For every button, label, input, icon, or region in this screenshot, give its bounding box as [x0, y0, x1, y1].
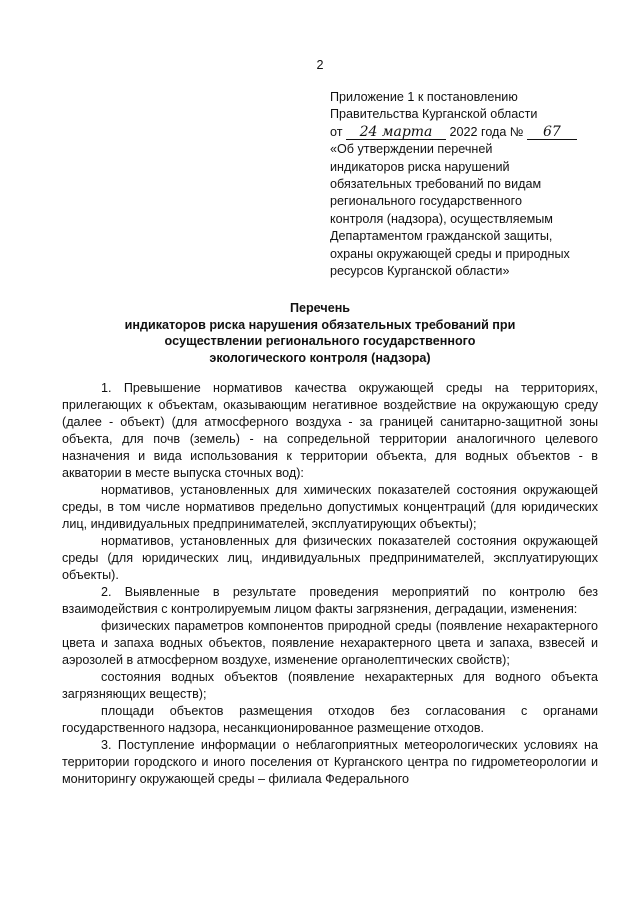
appendix-line-1: Приложение 1 к постановлению	[330, 90, 518, 104]
paragraph: состояния водных объектов (появление нехарактерных для водного объекта загрязняющих веществ);	[62, 670, 598, 701]
appendix-line-2: Правительства Курганской области	[330, 107, 538, 122]
subject-line: охраны окружающей среды и природных	[330, 246, 570, 261]
paragraph: физических параметров компонентов природной среды (появление нехарактерного цвета и запаха водных объектов, появление нехарактерного цвета и запаха, взвесей и аэрозолей в атмосферном воздухе, изменение органолептических свойств);	[62, 619, 598, 667]
handwritten-date: 24 марта	[346, 125, 446, 140]
page-number: 2	[316, 58, 324, 72]
date-prefix: от	[330, 124, 343, 139]
subject-line: регионального государственного	[330, 194, 522, 209]
paragraph: 1. Превышение нормативов качества окружающей среды на территориях, прилегающих к объектам, оказывающим негативное воздействие на окружающую среду (далее - объект) (для атмосферного воздуха - за границей санитарно-защитной зоны объекта, для почв (земель) - на сопредельной территории аналогичного целевого назначения и вида использования к территории объекта, для водных объектов - в акватории в месте выпуска сточных вод):	[62, 381, 598, 480]
document-title	[0, 300, 640, 366]
subject-line: ресурсов Курганской области»	[330, 264, 510, 279]
document-body	[62, 380, 598, 788]
appendix-header	[330, 89, 605, 280]
paragraph: 3. Поступление информации о неблагоприятных метеорологических условиях на территории городского и иного поселения от Курганского центра по гидрометеорологии и мониторингу окружающей среды – филиала Федерального	[62, 738, 598, 786]
title-line-4: экологического контроля (надзора)	[209, 350, 431, 365]
subject-line: «Об утверждении перечней	[330, 142, 493, 157]
paragraph: 2. Выявленные в результате проведения мероприятий по контролю без взаимодействия с контролируемым лицом факты загрязнения, деградации, изменения:	[62, 585, 598, 616]
subject-line: индикаторов риска нарушений	[330, 159, 510, 174]
paragraph: нормативов, установленных для физических показателей состояния окружающей среды (для юридических лиц, индивидуальных предпринимателей, эксплуатирующих объекты).	[62, 534, 598, 582]
subject-line: Департаментом гражданской защиты,	[330, 229, 553, 244]
year-text: 2022 года №	[449, 124, 524, 139]
handwritten-number: 67	[527, 125, 577, 140]
subject-line: контроля (надзора), осуществляемым	[330, 211, 553, 226]
paragraph: площади объектов размещения отходов без согласования с органами государственного надзора, несанкционированное размещение отходов.	[62, 704, 598, 735]
title-line-1: Перечень	[289, 301, 351, 315]
paragraph: нормативов, установленных для химических показателей состояния окружающей среды, в том числе нормативов предельно допустимых концентраций (для юридических лиц, индивидуальных предпринимателей, эксплуатирующих объекты);	[62, 483, 598, 531]
title-line-2: индикаторов риска нарушения обязательных требований при	[124, 317, 516, 332]
appendix-date-line	[330, 124, 605, 141]
title-line-3: осуществлении регионального государственного	[164, 334, 476, 349]
subject-line: обязательных требований по видам	[330, 177, 542, 192]
